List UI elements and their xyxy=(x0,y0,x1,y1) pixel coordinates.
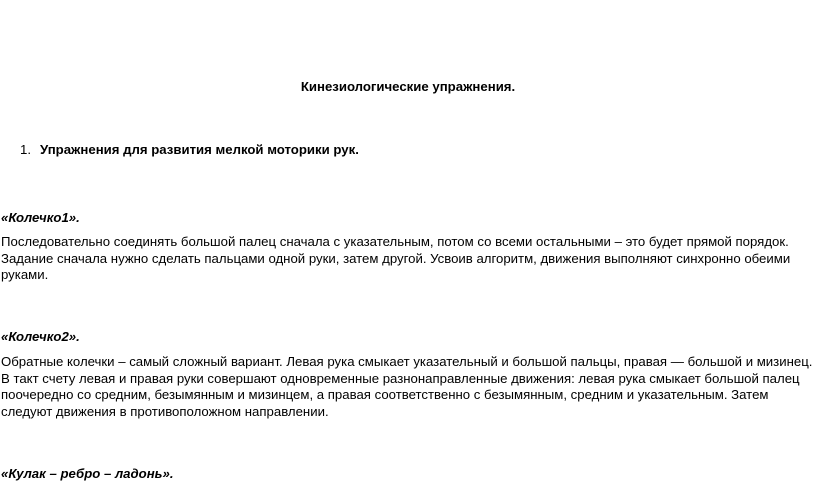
exercise-heading-ring2: «Колечко2». xyxy=(1,329,80,344)
exercise-text-ring2: Обратные колечки – самый сложный вариант. Левая рука смыкает указательный и большой пальцы, правая — большой и мизинец. В такт счету левая и правая руки совершают одновременные разнонаправленные движения: левая рука смыкает большой палец поочередно со средним, безымянным и мизинцем, а правая соответственно с безымянным, средним и указательным. Затем следуют движения в противоположном направлении. xyxy=(1,354,813,419)
exercise-text-ring1: Последовательно соединять большой палец сначала с указательным, потом со всеми остальными – это будет прямой порядок. Задание сначала нужно сделать пальцами одной руки, затем другой. Усвоив алгоритм, движения выполняют синхронно обеими руками. xyxy=(1,234,791,282)
document-title: Кинезиологические упражнения. xyxy=(300,79,516,94)
section-number: 1. xyxy=(20,142,31,157)
section-title: Упражнения для развития мелкой моторики рук. xyxy=(40,142,359,157)
section-heading xyxy=(20,142,359,159)
exercise-heading-fist-edge-palm: «Кулак – ребро – ладонь». xyxy=(1,466,174,481)
exercise-heading-ring1: «Колечко1». xyxy=(1,210,80,225)
